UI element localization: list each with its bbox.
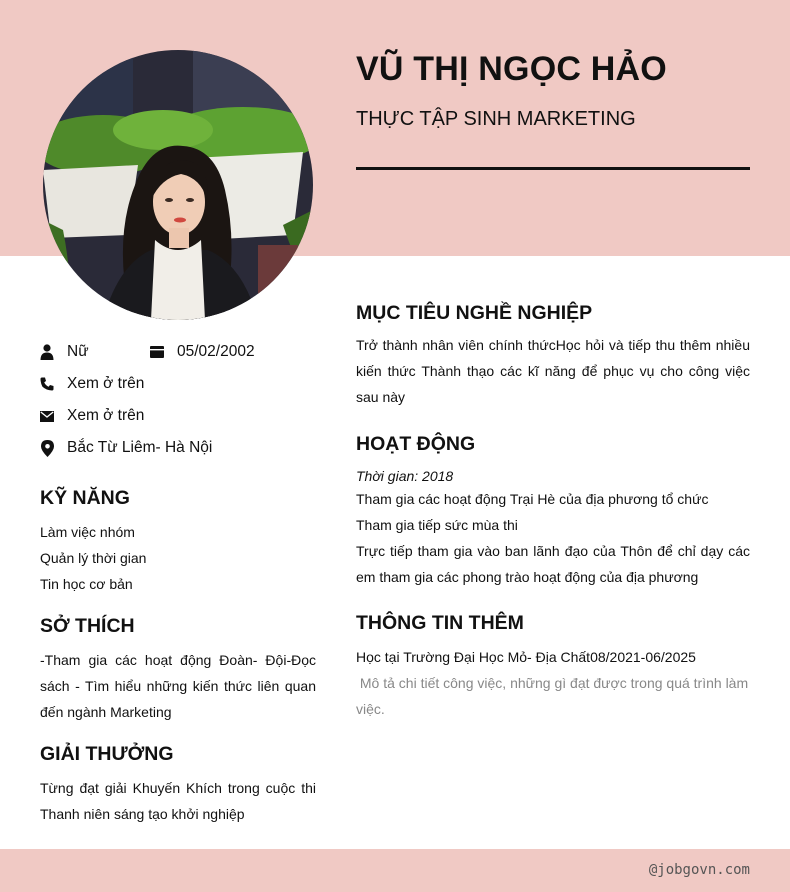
mail-icon (40, 408, 54, 424)
objective-title: MỤC TIÊU NGHỀ NGHIỆP (356, 302, 593, 324)
phone-icon (40, 376, 54, 392)
skill-item: Tin học cơ bản (40, 576, 133, 592)
skills-list (40, 519, 316, 597)
activity-item: Tham gia tiếp sức mùa thi (356, 517, 518, 533)
objective-text: Trở thành nhân viên chính thứcHọc hỏi và tiếp thu thêm nhiều kiến thức Thành thạo các kĩ năng để phục vụ cho công việc sau này (356, 337, 750, 405)
profile-photo (43, 50, 313, 320)
extra-info-title: THÔNG TIN THÊM (356, 612, 524, 634)
skill-item: Làm việc nhóm (40, 524, 135, 540)
awards-title: GIẢI THƯỞNG (40, 743, 174, 765)
phone-row (40, 375, 144, 393)
calendar-icon (150, 344, 164, 360)
activity-item: Tham gia các hoạt động Trại Hè của địa phương tổ chức (356, 491, 709, 507)
gender-value: Nữ (67, 343, 89, 360)
address-row (40, 439, 212, 457)
activities-time: Thời gian: 2018 (356, 468, 454, 484)
email-row (40, 407, 144, 425)
hobbies-text: -Tham gia các hoạt động Đoàn- Đội-Đọc sách - Tìm hiểu những kiến thức liên quan đến ngành Marketing (40, 652, 316, 720)
activity-item: Trực tiếp tham gia vào ban lãnh đạo của Thôn để chỉ dạy các em tham gia các phong trào hoạt động của địa phương (356, 543, 750, 585)
birthday-value: 05/02/2002 (177, 343, 255, 360)
header-divider (356, 167, 750, 170)
location-pin-icon (40, 440, 54, 456)
footer-watermark: @jobgovn.com (648, 862, 750, 878)
candidate-name: VŨ THỊ NGỌC HẢO (356, 50, 667, 88)
gender-row (40, 343, 89, 361)
extra-info-note: Mô tả chi tiết công việc, những gì đạt được trong quá trình làm việc. (356, 675, 753, 717)
birthday-row (150, 343, 255, 361)
activities-title: HOẠT ĐỘNG (356, 433, 476, 455)
awards-text: Từng đạt giải Khuyến Khích trong cuộc thi Thanh niên sáng tạo khởi nghiệp (40, 780, 316, 822)
extra-info-line: Học tại Trường Đại Học Mỏ- Địa Chất08/2021-06/2025 (356, 649, 696, 665)
address-value: Bắc Từ Liêm- Hà Nội (67, 439, 213, 456)
email-value: Xem ở trên (67, 407, 145, 424)
skill-item: Quản lý thời gian (40, 550, 147, 566)
phone-value: Xem ở trên (67, 375, 145, 392)
activities-list (356, 486, 750, 590)
skills-title: KỸ NĂNG (40, 487, 130, 509)
hobbies-title: SỞ THÍCH (40, 615, 135, 637)
person-icon (40, 344, 54, 360)
job-title: THỰC TẬP SINH MARKETING (356, 108, 636, 130)
